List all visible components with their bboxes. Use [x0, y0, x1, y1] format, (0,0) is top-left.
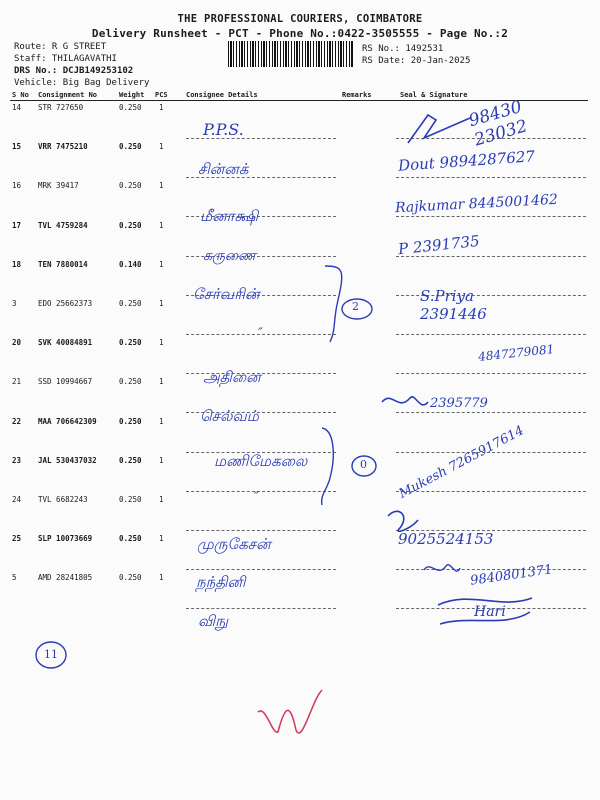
row-weight: 0.250 [119, 417, 142, 426]
handwritten-name: விநு [198, 612, 229, 630]
row-pcs: 1 [159, 534, 164, 543]
row-weight: 0.250 [119, 495, 142, 504]
row-weight: 0.250 [119, 181, 142, 190]
row-pcs: 1 [159, 181, 164, 190]
col-signature: Seal & Signature [400, 91, 468, 99]
row-weight: 0.250 [119, 299, 142, 308]
col-remarks: Remarks [342, 91, 372, 99]
col-sno: S No [12, 91, 29, 99]
consignee-line [186, 608, 336, 609]
signature-line [396, 216, 586, 217]
signature-stroke [388, 511, 418, 531]
signature-line [396, 256, 586, 257]
row-sno: 5 [12, 573, 17, 582]
row-sno: 25 [12, 534, 22, 543]
row-pcs: 1 [159, 299, 164, 308]
handwritten-signature: 98430 23032 [466, 97, 530, 151]
drs-number: DRS No.: DCJB149253102 [14, 66, 134, 76]
handwritten-name: அதினை [203, 368, 261, 386]
red-tick-mark [258, 690, 322, 733]
handwritten-name: முருகேசன் [197, 535, 271, 553]
row-sno: 21 [12, 377, 22, 386]
row-pcs: 1 [159, 260, 164, 269]
page-number-mark: 11 [44, 648, 58, 661]
row-pcs: 1 [159, 338, 164, 347]
signature-line [396, 334, 586, 335]
row-weight: 0.250 [119, 103, 142, 112]
company-name: THE PROFESSIONAL COURIERS, COIMBATORE [177, 13, 423, 25]
row-pcs: 1 [159, 573, 164, 582]
consignee-line [186, 491, 336, 492]
handwritten-signature: 2395779 [430, 396, 488, 411]
signature-line [396, 412, 586, 413]
row-consignment-number: VRR 7475210 [38, 142, 88, 151]
row-consignment-number: AMD 28241805 [38, 573, 93, 582]
col-pcs: PCS [155, 91, 168, 99]
row-pcs: 1 [159, 377, 164, 386]
row-sno: 18 [12, 260, 22, 269]
handwritten-signature: Rajkumar 8445001462 [394, 191, 559, 217]
row-sno: 15 [12, 142, 22, 151]
row-pcs: 1 [159, 456, 164, 465]
row-weight: 0.140 [119, 260, 142, 269]
handwritten-name: நந்தினி [196, 573, 246, 591]
rs-number: RS No.: 1492531 [362, 44, 444, 54]
vehicle-label: Vehicle: Big Bag Delivery [14, 78, 150, 88]
handwritten-name: செல்வம் [200, 407, 259, 425]
row-consignment-number: SLP 10073669 [38, 534, 93, 543]
row-consignment-number: TVL 6682243 [38, 495, 88, 504]
row-sno: 17 [12, 221, 22, 230]
handwritten-signature: 9840801371 [469, 562, 554, 589]
row-sno: 3 [12, 299, 17, 308]
row-consignment-number: STR 727650 [38, 103, 84, 112]
row-consignment-number: JAL 530437032 [38, 456, 97, 465]
row-consignment-number: MAA 706642309 [38, 417, 97, 426]
handwritten-name: ″ [254, 490, 259, 505]
bracket-mark [325, 266, 342, 342]
consignee-line [186, 530, 336, 531]
handwritten-signature: Dout 9894287627 [397, 147, 536, 175]
signature-line [396, 491, 586, 492]
signature-line [396, 177, 586, 178]
handwritten-signature: P 2391735 [397, 231, 481, 259]
row-pcs: 1 [159, 417, 164, 426]
row-sno: 20 [12, 338, 22, 347]
col-weight: Weight [119, 91, 145, 99]
handwritten-signature: Hari [474, 604, 506, 620]
consignee-line [186, 569, 336, 570]
handwritten-name: கருணை [203, 248, 256, 264]
row-weight: 0.250 [119, 338, 142, 347]
handwritten-name: P.P.S. [203, 120, 244, 139]
row-consignment-number: SSD 10994667 [38, 377, 93, 386]
bracket-mark [322, 428, 334, 505]
row-weight: 0.250 [119, 534, 142, 543]
row-weight: 0.250 [119, 573, 142, 582]
row-weight: 0.250 [119, 221, 142, 230]
handwritten-name: மணிமேகலை [214, 452, 308, 470]
row-weight: 0.250 [119, 377, 142, 386]
remark-number: 2 [352, 300, 359, 313]
staff-label: Staff: THILAGAVATHI [14, 54, 117, 64]
row-consignment-number: MRK 39417 [38, 181, 79, 190]
handwritten-name: சேர்வரின் [193, 285, 260, 303]
rs-date: RS Date: 20-Jan-2025 [362, 56, 471, 66]
row-pcs: 1 [159, 142, 164, 151]
row-sno: 22 [12, 417, 22, 426]
row-sno: 24 [12, 495, 22, 504]
row-consignment-number: TEN 7880014 [38, 260, 88, 269]
route-label: Route: R G STREET [14, 42, 107, 52]
row-pcs: 1 [159, 495, 164, 504]
runsheet-title: Delivery Runsheet - PCT - Phone No.:0422-3505555 - Page No.:2 [91, 27, 509, 40]
signature-stroke [424, 565, 460, 571]
row-weight: 0.250 [119, 142, 142, 151]
handwritten-signature: Mukesh 7265917614 [396, 423, 527, 502]
handwritten-name: ″ [258, 326, 263, 341]
row-consignment-number: TVL 4759284 [38, 221, 88, 230]
row-sno: 16 [12, 181, 22, 190]
row-consignment-number: EDO 25662373 [38, 299, 93, 308]
row-weight: 0.250 [119, 456, 142, 465]
drs-barcode [228, 41, 354, 67]
handwritten-name: மீனாக்ஷி [200, 207, 259, 225]
handwritten-name: சின்னக் [198, 160, 249, 178]
col-consignee: Consignee Details [186, 91, 258, 99]
row-pcs: 1 [159, 221, 164, 230]
signature-stroke [382, 397, 428, 405]
row-sno: 14 [12, 103, 22, 112]
row-pcs: 1 [159, 103, 164, 112]
col-consignment: Consignment No [38, 91, 98, 99]
handwritten-signature: 9025524153 [398, 530, 494, 548]
row-sno: 23 [12, 456, 22, 465]
row-consignment-number: SVK 40084891 [38, 338, 93, 347]
handwritten-signature: 4847279081 [477, 342, 555, 364]
remark-number: 0 [360, 458, 367, 471]
signature-line [396, 373, 586, 374]
handwritten-signature: S.Priya 2391446 [420, 287, 487, 323]
